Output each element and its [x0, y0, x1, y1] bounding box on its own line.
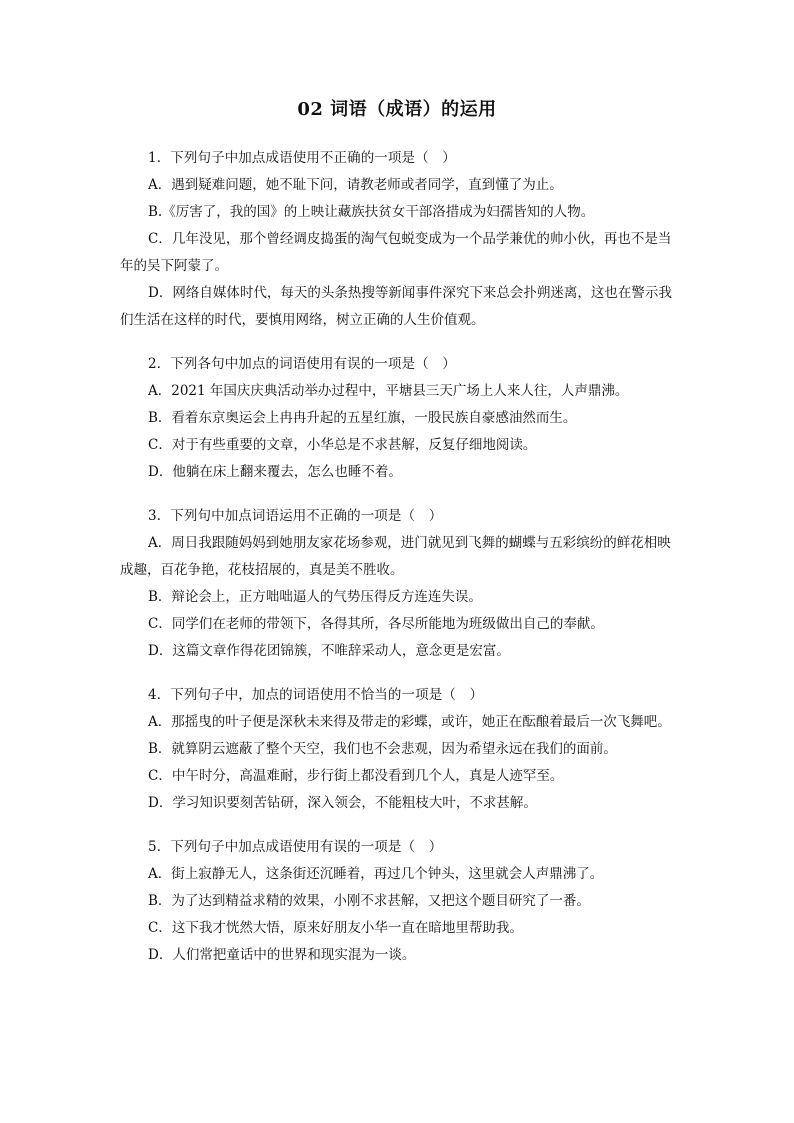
question-3: [120, 503, 680, 665]
option-c: C．对于有些重要的文章，小华总是不求甚解，反复仔细地阅读。: [148, 437, 537, 453]
option-c: C．几年没见，那个曾经调皮捣蛋的淘气包蜕变成为一个品学兼优的帅小伙，再也不是当年的吴下阿蒙了。: [120, 231, 672, 274]
page-title: 02 词语（成语）的运用: [297, 99, 497, 120]
option-d: D．网络自媒体时代，每天的头条热搜等新闻事件深究下来总会扑朔迷离，这也在警示我们生活在这样的时代，要慎用网络，树立正确的人生价值观。: [120, 285, 672, 328]
question-2: [120, 351, 680, 486]
question-stem: 3．下列句中加点词语运用不正确的一项是（ ）: [148, 508, 443, 524]
question-list: [120, 145, 680, 986]
option-b: B．就算阴云遮蔽了整个天空，我们也不会悲观，因为希望永远在我们的面前。: [148, 741, 617, 757]
option-c: C．中午时分，高温难耐，步行街上都没看到几个人，真是人迹罕至。: [148, 768, 564, 784]
option-a: A．那摇曳的叶子便是深秋未来得及带走的彩蝶，或许，她正在酝酿着最后一次飞舞吧。: [148, 714, 671, 730]
option-d: D．这篇文章作得花团锦簇，不唯辞采动人，意念更是宏富。: [148, 643, 510, 659]
question-4: [120, 682, 680, 817]
option-b: B．看着东京奥运会上冉冉升起的五星红旗，一股民族自豪感油然而生。: [148, 410, 577, 426]
option-b: B．为了达到精益求精的效果，小刚不求甚解，又把这个题目研究了一番。: [148, 893, 590, 909]
option-a: A．周日我跟随妈妈到她朋友家花场参观，进门就见到飞舞的蝴蝶与五彩缤纷的鲜花相映成趣，百花争艳，花枝招展的，真是美不胜收。: [120, 535, 671, 578]
option-b: B．辩论会上，正方咄咄逼人的气势压得反方连连失误。: [148, 589, 482, 605]
option-c: C．同学们在老师的带领下，各得其所，各尽所能地为班级做出自己的奉献。: [148, 616, 604, 632]
question-stem: 5．下列句子中加点成语使用有误的一项是（ ）: [148, 839, 443, 855]
option-c: C．这下我才恍然大悟，原来好朋友小华一直在暗地里帮助我。: [148, 920, 523, 936]
option-d: D．学习知识要刻苦钻研，深入领会，不能粗枝大叶，不求甚解。: [148, 795, 537, 811]
option-a: A．遇到疑难问题，她不耻下问，请教老师或者同学，直到懂了为止。: [148, 177, 563, 193]
option-d: D．他躺在床上翻来覆去，怎么也睡不着。: [148, 464, 402, 480]
question-1: [120, 145, 680, 334]
option-d: D．人们常把童话中的世界和现实混为一谈。: [148, 947, 416, 963]
option-a: A．2021 年国庆庆典活动举办过程中，平塘县三天广场上人来人往，人声鼎沸。: [148, 383, 629, 399]
question-stem: 1．下列句子中加点成语使用不正确的一项是（ ）: [148, 150, 456, 166]
option-b: B.《厉害了，我的国》的上映让藏族扶贫女干部洛措成为妇孺皆知的人物。: [148, 204, 595, 220]
question-stem: 4．下列句子中，加点的词语使用不恰当的一项是（ ）: [148, 687, 484, 703]
question-5: [120, 834, 680, 969]
question-stem: 2．下列各句中加点的词语使用有误的一项是（ ）: [148, 356, 456, 372]
option-a: A．街上寂静无人，这条街还沉睡着，再过几个钟头，这里就会人声鼎沸了。: [148, 866, 604, 882]
